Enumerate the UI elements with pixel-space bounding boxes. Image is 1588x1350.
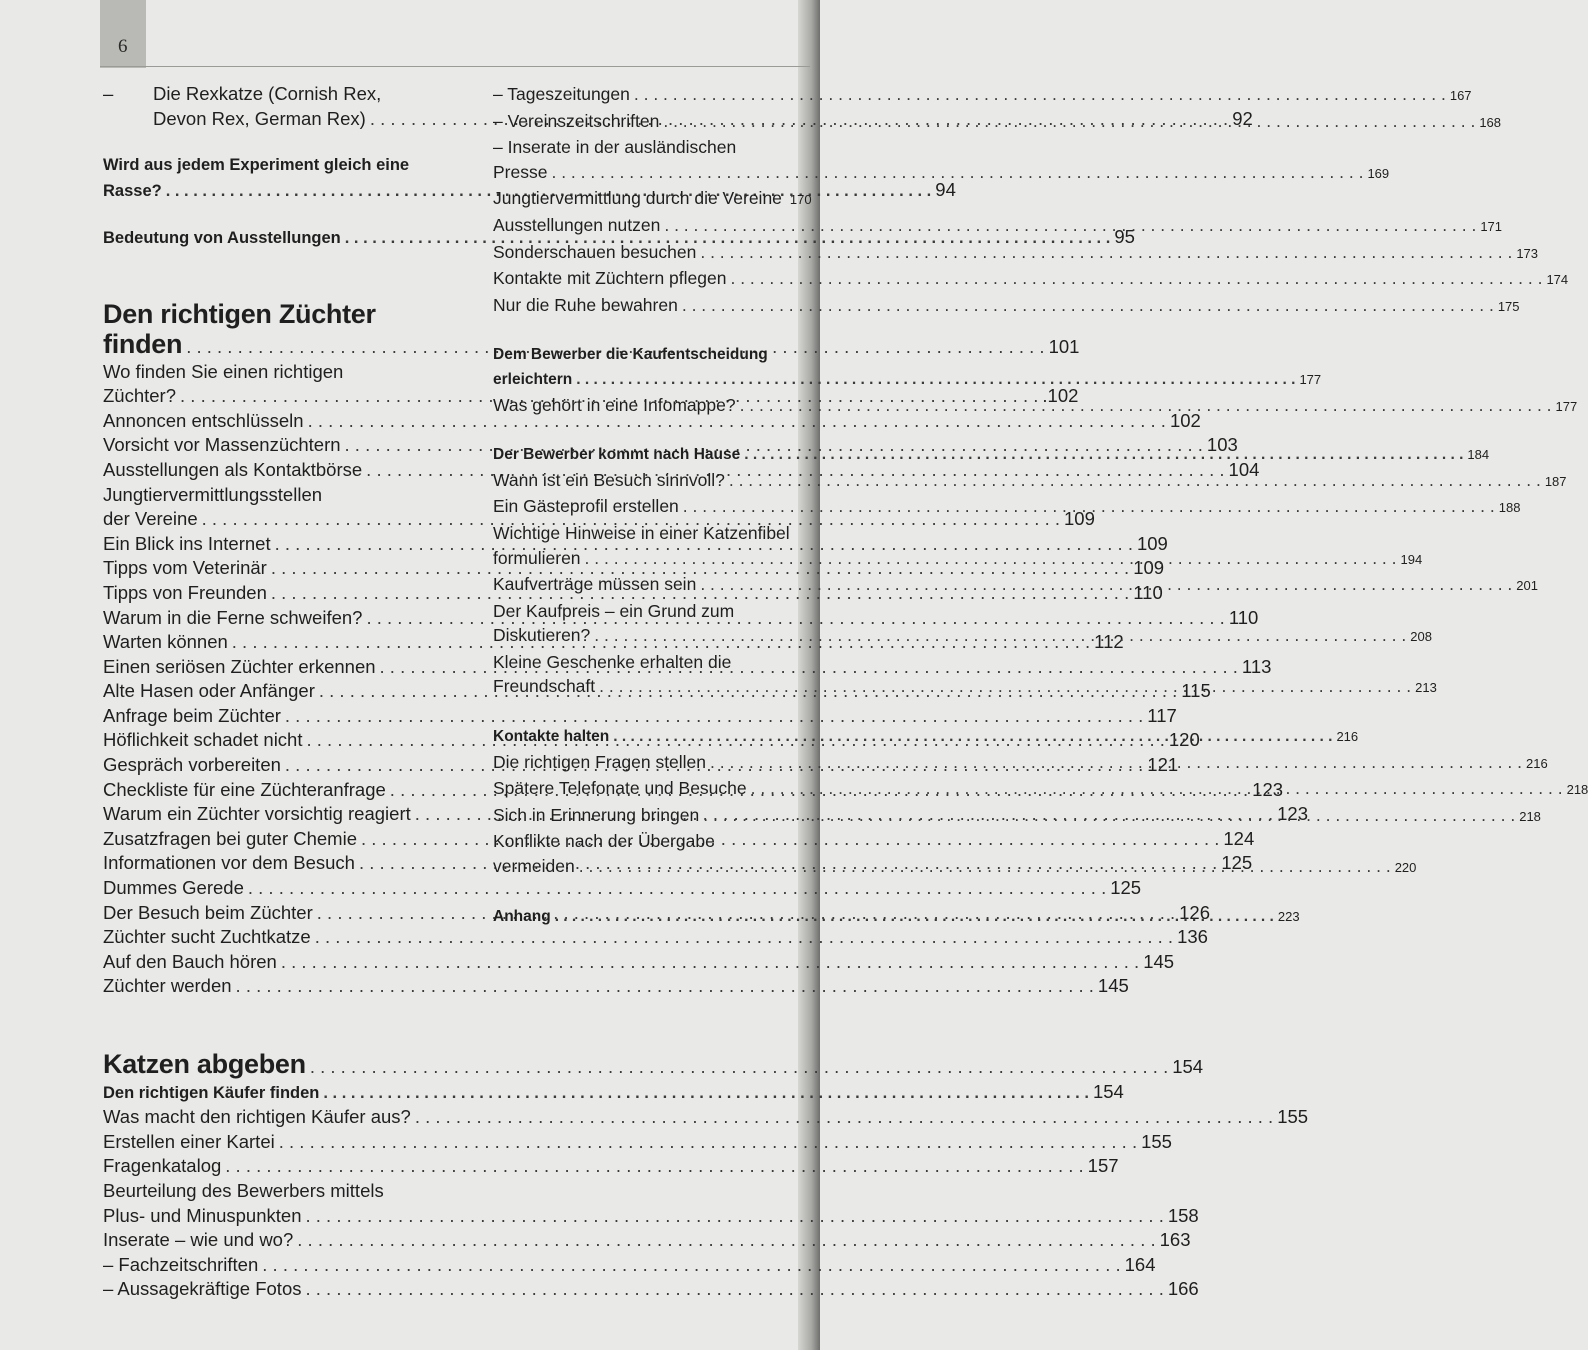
- entry-page: 145: [1143, 950, 1175, 972]
- entry-title: Was gehört in eine Infomappe?: [493, 394, 736, 415]
- entry-title: Ein Blick ins Internet: [103, 532, 271, 554]
- entry-page: 123: [1252, 778, 1284, 800]
- entry-page: 109: [1136, 532, 1168, 554]
- entry-page: 109: [1133, 557, 1165, 579]
- entry-title: Checkliste für eine Züchteranfrage: [103, 778, 386, 800]
- entry-page: 155: [1277, 1106, 1309, 1128]
- entry-title: erleichtern: [493, 370, 573, 388]
- entry-page: 184: [1467, 447, 1490, 463]
- toc-entry: [493, 160, 1390, 187]
- entry-title: Devon Rex, German Rex): [153, 107, 366, 129]
- toc-entry: [103, 1277, 1199, 1302]
- entry-page: 117: [1147, 704, 1177, 726]
- section-heading-katzen-abgeben: [103, 1049, 1204, 1080]
- entry-page: 157: [1087, 1155, 1119, 1177]
- toc-entry: [103, 1204, 1199, 1229]
- entry-title: der Vereine: [103, 508, 198, 530]
- entry-title-line: Wo finden Sie einen richtigen: [103, 360, 344, 382]
- entry-page: 174: [1546, 272, 1569, 288]
- entry-page: 136: [1177, 926, 1208, 948]
- entry-title-line: Jungtiervermittlungsstellen: [103, 483, 323, 505]
- toc-entry-ausstellungen: [103, 225, 1135, 251]
- entry-page: 175: [1497, 298, 1520, 314]
- entry-title: Gespräch vorbereiten: [103, 754, 281, 776]
- group-heading-kaufentscheidung-line1: Dem Bewerber die Kaufentscheidung: [493, 346, 768, 364]
- entry-title: Nur die Ruhe bewahren: [493, 294, 678, 315]
- entry-title: – Vereinszeitschriften: [493, 110, 660, 131]
- entry-page: 104: [1228, 458, 1260, 480]
- toc-entry-experiment-line1: Wird aus jedem Experiment gleich eine: [103, 156, 410, 175]
- entry-title: Warum ein Züchter vorsichtig reagiert: [103, 803, 411, 825]
- entry-title-line: Konflikte nach der Übergabe: [493, 831, 715, 852]
- entry-page: 115: [1181, 680, 1211, 702]
- toc-entry: [103, 507, 1095, 532]
- entry-title: Presse: [493, 161, 548, 182]
- entry-page: 187: [1544, 473, 1567, 489]
- entry-title: Den richtigen Käufer finden: [103, 1083, 320, 1102]
- entry-page: 120: [1168, 729, 1200, 751]
- entry-page: .102: [1042, 385, 1079, 407]
- entry-page: 112: [1094, 631, 1124, 653]
- entry-title: Informationen vor dem Besuch: [103, 852, 355, 874]
- toc-entry: [103, 409, 1201, 434]
- toc-entry: [493, 82, 1472, 109]
- entry-page: 110: [1228, 606, 1259, 628]
- subsection-kaeufer-finden: [103, 1080, 1124, 1106]
- entry-title: Kaufverträge müssen sein: [493, 574, 697, 595]
- entry-page: 124: [1223, 827, 1255, 849]
- toc-entry: [103, 1154, 1119, 1179]
- entry-title: Rasse?: [103, 181, 162, 200]
- entry-page: 155: [1141, 1130, 1172, 1152]
- entry-title: Sonderschauen besuchen: [493, 241, 697, 262]
- entry-title: Kontakte mit Züchtern pflegen: [493, 268, 727, 289]
- toc-entry: [103, 1130, 1172, 1155]
- entry-page: 216: [1336, 729, 1359, 745]
- section-title: finden: [103, 328, 183, 359]
- entry-title: Züchter werden: [103, 975, 232, 997]
- toc-entry: [103, 876, 1142, 901]
- entry-title: Alte Hasen oder Anfänger: [103, 680, 315, 702]
- entry-title: Bedeutung von Ausstellungen: [103, 229, 341, 248]
- entry-page: 216: [1526, 755, 1548, 771]
- entry-title: Züchter sucht Zuchtkatze: [103, 926, 311, 948]
- entry-page: 169: [1367, 165, 1390, 181]
- entry-title: Vorsicht vor Massenzüchtern: [103, 434, 341, 456]
- entry-page: 125: [1110, 877, 1142, 899]
- entry-page: 188: [1498, 500, 1521, 516]
- entry-page: 154: [1092, 1080, 1124, 1102]
- entry-title: Höflichkeit schadet nicht: [103, 729, 303, 751]
- entry-title: Auf den Bauch hören: [103, 950, 277, 972]
- entry-title: vermeiden: [493, 856, 575, 877]
- entry-title: Züchter?: [103, 385, 177, 407]
- entry-page: 163: [1159, 1229, 1191, 1251]
- entry-page: 218: [1519, 808, 1541, 824]
- entry-page: 177: [1299, 371, 1322, 387]
- entry-page: 125: [1221, 852, 1253, 874]
- toc-entry: [493, 186, 811, 213]
- entry-title: – Fachzeitschriften: [103, 1253, 259, 1275]
- entry-page: 94: [935, 178, 956, 200]
- toc-entry: [493, 266, 1569, 293]
- entry-title: Tipps von Freunden: [103, 581, 267, 603]
- entry-page: 92: [1232, 107, 1253, 129]
- entry-page: 177: [1555, 398, 1578, 414]
- entry-title: Dummes Gerede: [103, 877, 244, 899]
- entry-page: 171: [1480, 218, 1503, 234]
- section-heading-zuechter-line1: Den richtigen Züchter: [103, 298, 376, 329]
- entry-title: Inserate – wie und wo?: [103, 1229, 294, 1251]
- toc-entry: [103, 1105, 1309, 1130]
- entry-page: 158: [1167, 1204, 1199, 1226]
- entry-page: 194: [1400, 551, 1423, 567]
- entry-page: 121: [1147, 754, 1179, 776]
- entry-page: 223: [1277, 908, 1300, 924]
- entry-title: formulieren: [493, 547, 581, 568]
- entry-title: Ausstellungen als Kontaktbörse: [103, 458, 363, 480]
- section-title: Katzen abgeben: [103, 1049, 306, 1079]
- entry-page: 208: [1410, 629, 1432, 645]
- toc-entry: [493, 240, 1539, 267]
- toc-entry: [103, 1228, 1191, 1253]
- entry-title: Kontakte halten: [493, 728, 610, 746]
- entry-title: Tipps vom Veterinär: [103, 557, 267, 579]
- entry-page: 123: [1277, 803, 1309, 825]
- entry-page: 201: [1516, 578, 1538, 594]
- entry-page: 170: [789, 192, 812, 208]
- entry-title: Wann ist ein Besuch sinnvoll?: [493, 469, 725, 490]
- entry-title: Anfrage beim Züchter: [103, 704, 281, 726]
- entry-page: 167: [1449, 88, 1472, 103]
- entry-page: 109: [1064, 508, 1095, 530]
- entry-title: Jungtiervermittlung durch die Vereine: [493, 188, 782, 209]
- entry-title: Warten können: [103, 631, 228, 653]
- header-rule: [100, 66, 810, 67]
- entry-title: Einen seriösen Züchter erkennen: [103, 655, 376, 677]
- entry-page: 113: [1241, 655, 1272, 677]
- toc-entry: [103, 950, 1175, 975]
- entry-page: 103: [1206, 434, 1238, 456]
- entry-title: Ein Gästeprofil erstellen: [493, 496, 679, 517]
- entry-page: 220: [1394, 860, 1417, 876]
- entry-page: 173: [1516, 245, 1539, 261]
- entry-title: Der Bewerber kommt nach Hause: [493, 446, 741, 464]
- section-page: 101: [1048, 335, 1080, 357]
- entry-title: Fragenkatalog: [103, 1155, 222, 1177]
- toc-entry: [103, 974, 1129, 999]
- entry-page: 126: [1179, 901, 1211, 923]
- entry-title: Ausstellungen nutzen: [493, 214, 661, 235]
- entry-title-line: Kleine Geschenke erhalten die: [493, 651, 732, 672]
- entry-dash: –: [103, 83, 114, 104]
- entry-title: Sich in Erinnerung bringen: [493, 804, 700, 825]
- entry-page: 166: [1167, 1278, 1199, 1300]
- entry-title: Zusatzfragen bei guter Chemie: [103, 827, 357, 849]
- entry-title-line: Die Rexkatze (Cornish Rex,: [153, 83, 382, 104]
- entry-title: Was macht den richtigen Käufer aus?: [103, 1106, 411, 1128]
- entry-title: Warum in die Ferne schweifen?: [103, 606, 363, 628]
- entry-title: Erstellen einer Kartei: [103, 1130, 275, 1152]
- entry-title: Freundschaft: [493, 676, 596, 697]
- entry-title-line: Beurteilung des Bewerbers mittels: [103, 1179, 384, 1201]
- entry-title: Plus- und Minuspunkten: [103, 1204, 302, 1226]
- entry-title-line: – Inserate in der ausländischen: [493, 137, 737, 158]
- group-heading-kaufentscheidung: [493, 368, 1322, 393]
- toc-list-katzen-abgeben: [103, 1105, 1309, 1302]
- entry-page: 102: [1169, 409, 1201, 431]
- entry-title: Diskutieren?: [493, 625, 591, 646]
- entry-page: 164: [1124, 1253, 1156, 1275]
- entry-page: 218: [1566, 782, 1588, 798]
- entry-title-line: Wichtige Hinweise in einer Katzenfibel: [493, 522, 790, 543]
- entry-page: 168: [1479, 114, 1502, 130]
- entry-page: 95: [1114, 226, 1135, 248]
- entry-page: 145: [1097, 975, 1129, 997]
- entry-title: Spätere Telefonate und Besuche: [493, 778, 747, 799]
- section-page: 154: [1172, 1056, 1204, 1077]
- entry-title: – Aussagekräftige Fotos: [103, 1278, 302, 1300]
- entry-title: Die richtigen Fragen stellen: [493, 751, 707, 772]
- entry-title: Anhang: [493, 907, 551, 925]
- toc-entry: [103, 1253, 1156, 1278]
- entry-page: 110: [1133, 581, 1163, 603]
- toc-entry: [103, 704, 1177, 729]
- page-number: 6: [118, 36, 128, 57]
- toc-entry: [493, 293, 1520, 320]
- entry-title: Der Besuch beim Züchter: [103, 901, 313, 923]
- entry-page: 213: [1415, 680, 1437, 696]
- entry-title-line: Der Kaufpreis – ein Grund zum: [493, 600, 735, 621]
- entry-title: Annoncen entschlüsseln: [103, 409, 304, 431]
- toc-entry: [103, 925, 1208, 950]
- entry-title: – Tageszeitungen: [493, 84, 630, 104]
